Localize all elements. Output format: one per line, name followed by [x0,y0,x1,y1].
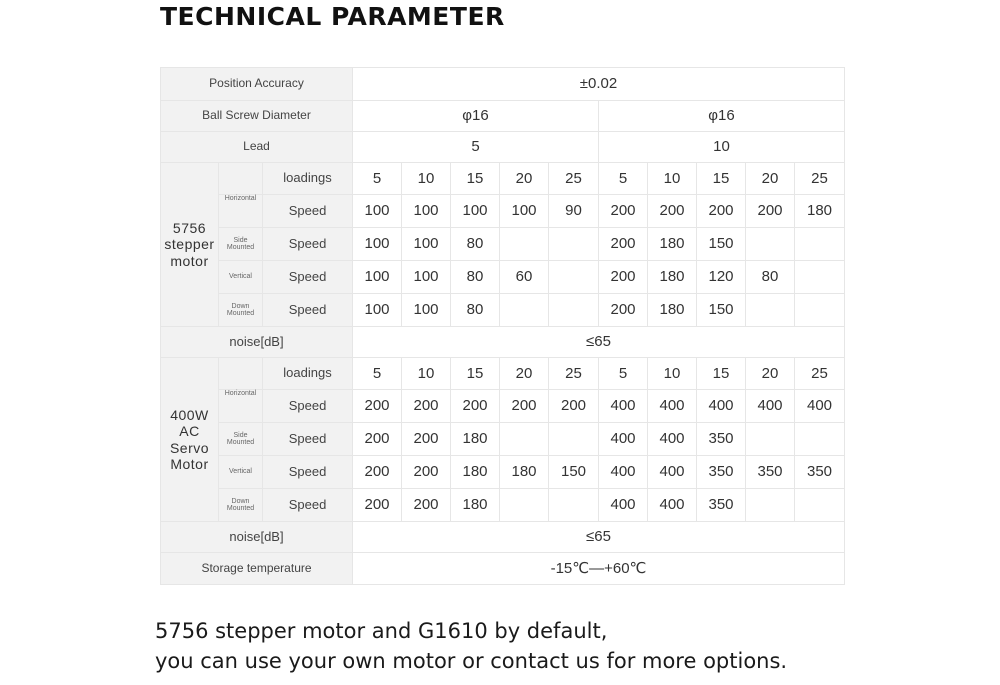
speed-label: Speed [263,294,353,327]
speed-value: 200 [697,195,746,228]
table-row [161,294,845,327]
speed-value: 180 [451,423,500,456]
speed-value: 180 [648,228,697,261]
table-row [161,553,845,585]
speed-value [549,228,599,261]
speed-value: 400 [648,423,697,456]
table-row [161,101,845,132]
table-row [161,423,845,456]
speed-value: 400 [648,456,697,489]
speed-value: 180 [648,261,697,294]
speed-value: 350 [697,456,746,489]
speed-value: 200 [402,423,451,456]
noise-label: noise[dB] [161,522,353,553]
loading-value: 20 [746,358,795,390]
footnote-line-1: 5756 stepper motor and G1610 by default, [155,619,608,643]
noise-label: noise[dB] [161,327,353,358]
speed-value: 180 [500,456,549,489]
speed-value [795,489,845,522]
speed-value: 350 [697,489,746,522]
speed-value: 200 [451,390,500,423]
orientation-label: Horizontal [219,195,263,228]
noise-value: ≤65 [353,327,845,358]
speed-value: 200 [599,228,648,261]
speed-value: 200 [746,195,795,228]
speed-value: 80 [451,294,500,327]
speed-label: Speed [263,195,353,228]
speed-value: 150 [549,456,599,489]
table-row [161,456,845,489]
storage-temperature-value: -15℃—+60℃ [353,553,845,585]
speed-value: 100 [353,261,402,294]
table-row [161,522,845,553]
table-row [161,68,845,101]
speed-value: 200 [599,261,648,294]
table-row [161,327,845,358]
motor-name: 400W AC Servo Motor [161,358,219,522]
speed-value [795,228,845,261]
orientation-label: Side Mounted [219,423,263,456]
table-row [161,358,845,390]
speed-value: 400 [599,390,648,423]
speed-value: 200 [500,390,549,423]
speed-label: Speed [263,456,353,489]
orientation-spacer [219,163,263,195]
speed-value: 180 [451,456,500,489]
speed-value: 200 [353,456,402,489]
lead-value: 5 [353,132,599,163]
speed-value: 400 [648,390,697,423]
speed-value: 200 [402,390,451,423]
speed-value: 400 [599,423,648,456]
speed-value [746,228,795,261]
lead-label: Lead [161,132,353,163]
speed-value: 350 [746,456,795,489]
speed-value: 80 [451,228,500,261]
position-accuracy-value: ±0.02 [353,68,845,101]
loading-value: 15 [697,358,746,390]
loading-value: 15 [697,163,746,195]
speed-value [500,228,549,261]
loading-value: 5 [599,358,648,390]
table-row [161,261,845,294]
speed-value: 100 [353,195,402,228]
speed-value: 180 [795,195,845,228]
footnote [155,616,787,676]
loading-value: 10 [402,163,451,195]
speed-value: 180 [648,294,697,327]
speed-value [746,294,795,327]
noise-value: ≤65 [353,522,845,553]
speed-value [549,423,599,456]
orientation-label: Down Mounted [219,294,263,327]
speed-value: 180 [451,489,500,522]
speed-value [500,423,549,456]
loading-value: 10 [402,358,451,390]
speed-value: 100 [402,228,451,261]
speed-value [746,489,795,522]
loading-value: 10 [648,163,697,195]
ball-screw-label: Ball Screw Diameter [161,101,353,132]
loading-value: 5 [353,163,402,195]
speed-value: 200 [599,294,648,327]
loading-value: 20 [746,163,795,195]
table-row [161,132,845,163]
speed-value: 200 [402,456,451,489]
speed-value: 60 [500,261,549,294]
speed-value: 200 [549,390,599,423]
table-row [161,163,845,195]
orientation-label: Side Mounted [219,228,263,261]
speed-value: 100 [353,294,402,327]
speed-label: Speed [263,489,353,522]
speed-value: 100 [353,228,402,261]
speed-value: 100 [402,261,451,294]
speed-value [549,489,599,522]
speed-value: 400 [599,456,648,489]
speed-value [795,423,845,456]
speed-label: Speed [263,423,353,456]
speed-value: 200 [648,195,697,228]
speed-value: 100 [402,294,451,327]
speed-value: 400 [746,390,795,423]
orientation-spacer [219,358,263,390]
ball-screw-value: φ16 [353,101,599,132]
technical-parameter-table [160,67,845,585]
storage-temperature-label: Storage temperature [161,553,353,585]
speed-value: 400 [795,390,845,423]
speed-value: 80 [746,261,795,294]
orientation-label: Vertical [219,456,263,489]
speed-value [549,294,599,327]
table-row [161,489,845,522]
loading-value: 25 [549,358,599,390]
loadings-label: loadings [263,163,353,195]
speed-label: Speed [263,261,353,294]
speed-value [500,489,549,522]
speed-value [795,294,845,327]
speed-value: 200 [353,423,402,456]
speed-value [549,261,599,294]
loading-value: 10 [648,358,697,390]
footnote-line-2: you can use your own motor or contact us for more options. [155,649,788,673]
speed-value: 100 [451,195,500,228]
speed-value: 200 [402,489,451,522]
loading-value: 20 [500,163,549,195]
speed-label: Speed [263,390,353,423]
loading-value: 25 [549,163,599,195]
speed-value: 100 [402,195,451,228]
orientation-label: Vertical [219,261,263,294]
table-row [161,195,845,228]
speed-value: 400 [697,390,746,423]
orientation-label: Down Mounted [219,489,263,522]
speed-value: 150 [697,294,746,327]
orientation-label: Horizontal [219,390,263,423]
table-row [161,228,845,261]
loading-value: 15 [451,163,500,195]
speed-value: 350 [795,456,845,489]
loading-value: 25 [795,358,845,390]
speed-value: 400 [648,489,697,522]
loading-value: 15 [451,358,500,390]
speed-value: 350 [697,423,746,456]
speed-label: Speed [263,228,353,261]
loading-value: 25 [795,163,845,195]
speed-value [746,423,795,456]
speed-value: 120 [697,261,746,294]
motor-name: 5756 stepper motor [161,163,219,327]
loading-value: 5 [599,163,648,195]
speed-value: 80 [451,261,500,294]
loading-value: 5 [353,358,402,390]
position-accuracy-label: Position Accuracy [161,68,353,101]
ball-screw-value: φ16 [599,101,845,132]
speed-value [795,261,845,294]
page-title: TECHNICAL PARAMETER [160,2,505,31]
lead-value: 10 [599,132,845,163]
table-row [161,390,845,423]
speed-value [500,294,549,327]
speed-value: 100 [500,195,549,228]
loadings-label: loadings [263,358,353,390]
speed-value: 200 [353,489,402,522]
speed-value: 400 [599,489,648,522]
speed-value: 200 [353,390,402,423]
speed-value: 200 [599,195,648,228]
loading-value: 20 [500,358,549,390]
speed-value: 90 [549,195,599,228]
speed-value: 150 [697,228,746,261]
